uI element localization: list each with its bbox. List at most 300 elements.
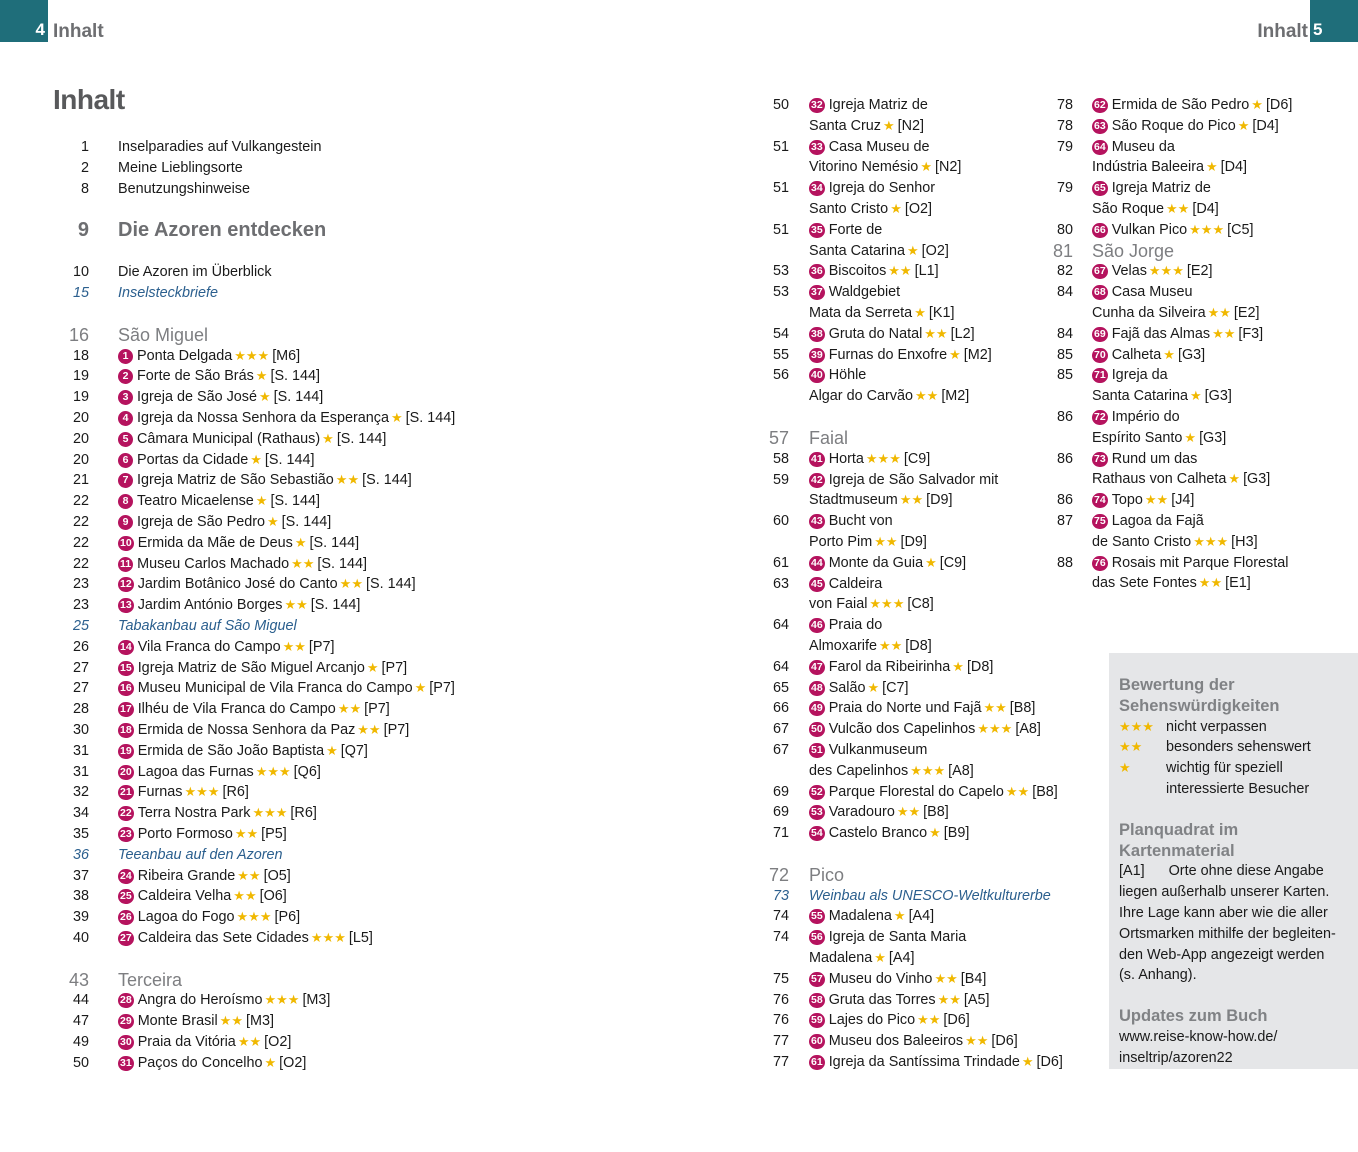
- page-number-left: 4: [35, 20, 45, 39]
- toc-poi-entry[interactable]: [48, 678, 698, 699]
- toc-poi-entry[interactable]: [748, 782, 1068, 803]
- poi-name: Salão: [828, 679, 866, 696]
- toc-poi-entry[interactable]: [1030, 365, 1330, 407]
- toc-entry-text: [118, 366, 698, 387]
- poi-number-badge: 73: [1094, 452, 1106, 465]
- toc-poi-entry[interactable]: [1030, 220, 1330, 241]
- toc-poi-entry[interactable]: [748, 470, 1068, 512]
- entry-line: [809, 636, 1068, 657]
- poi-name: Castelo Branco: [828, 825, 928, 842]
- poi-name: Teatro Micaelense: [137, 493, 254, 510]
- map-grid-ref: [O5]: [263, 867, 291, 884]
- toc-entry-text: Faial: [809, 427, 849, 448]
- poi-name: Igreja do Senhor: [828, 180, 936, 197]
- toc-entry-text: [809, 615, 1068, 657]
- toc-gap: [48, 949, 698, 970]
- toc-entry-text: [1092, 282, 1330, 324]
- map-grid-ref: [S. 144]: [310, 597, 361, 614]
- toc-poi-entry[interactable]: [748, 906, 1068, 927]
- toc-poi-entry[interactable]: [48, 824, 698, 845]
- poi-name: Rosais mit Parque Florestal: [1111, 554, 1289, 571]
- star-rating-icon: ★★: [1207, 304, 1231, 320]
- toc-entry-text: [118, 782, 698, 803]
- toc-entry[interactable]: [748, 886, 1068, 907]
- toc-entry-text: [118, 637, 698, 658]
- poi-number-badge: 21: [120, 786, 132, 799]
- entry-line: [118, 429, 698, 450]
- toc-page-number: 88: [1056, 554, 1073, 571]
- poi-name-cont: São Roque: [1092, 200, 1165, 217]
- toc-entry-text: [809, 678, 1068, 699]
- toc-entry[interactable]: [748, 428, 1068, 449]
- map-grid-ref: [S. 144]: [281, 513, 332, 530]
- map-grid-ref: [B8]: [1009, 700, 1036, 717]
- entry-line: [118, 658, 698, 679]
- toc-poi-entry[interactable]: [748, 137, 1068, 179]
- toc-column-2: [748, 95, 1068, 1073]
- toc-poi-entry[interactable]: [1030, 490, 1330, 511]
- toc-page-number: 58: [772, 450, 789, 467]
- poi-name: Lajes do Pico: [828, 1012, 916, 1029]
- poi-number-badge: 75: [1094, 514, 1106, 527]
- map-grid-ref: [S. 144]: [405, 409, 456, 426]
- poi-name: Igreja da Santíssima Trindade: [828, 1054, 1020, 1071]
- toc-poi-entry[interactable]: [48, 699, 698, 720]
- star-rating-icon: ★★★: [1189, 221, 1225, 237]
- toc-page-number: 64: [772, 658, 789, 675]
- toc-poi-entry[interactable]: [48, 1032, 698, 1053]
- toc-poi-entry[interactable]: [748, 678, 1068, 699]
- toc-poi-entry[interactable]: [48, 387, 698, 408]
- star-rating-icon: ★: [250, 451, 262, 467]
- toc-poi-entry[interactable]: [48, 408, 698, 429]
- poi-number-badge: 64: [1094, 140, 1106, 153]
- toc-page-number: 66: [772, 700, 789, 717]
- toc-entry-text: [809, 969, 1068, 990]
- page-title: Inhalt: [53, 84, 125, 115]
- toc-poi-entry[interactable]: [48, 990, 698, 1011]
- toc-poi-entry[interactable]: [748, 1031, 1068, 1052]
- star-rating-icon: ★★★: [310, 929, 346, 945]
- toc-page-number: 79: [1056, 180, 1073, 197]
- toc-poi-entry[interactable]: [1030, 95, 1330, 116]
- poi-number-badge: 16: [120, 682, 132, 695]
- poi-name: Furnas: [137, 784, 183, 801]
- entry-line: [809, 1052, 1068, 1073]
- toc-poi-entry[interactable]: [48, 782, 698, 803]
- poi-number-badge: 11: [120, 557, 132, 570]
- toc-page-number: 30: [72, 721, 89, 738]
- toc-poi-entry[interactable]: [48, 346, 698, 367]
- toc-entry-text: Benutzungshinweise: [118, 180, 251, 197]
- entry-line: [809, 823, 1068, 844]
- map-grid-ref: [A4]: [908, 908, 935, 925]
- toc-poi-entry[interactable]: [1030, 116, 1330, 137]
- poi-name: Lagoa da Fajã: [1111, 512, 1204, 529]
- poi-name: Vulkanmuseum: [828, 741, 928, 758]
- rating-legend-line: [1119, 758, 1348, 779]
- toc-poi-entry[interactable]: [1030, 261, 1330, 282]
- toc-poi-entry[interactable]: [748, 698, 1068, 719]
- toc-entry-text: [118, 720, 698, 741]
- poi-name-cont: Mata da Serreta: [809, 304, 913, 321]
- toc-poi-entry[interactable]: [748, 1010, 1068, 1031]
- poi-name-cont: Porto Pim: [809, 533, 873, 550]
- toc-poi-entry[interactable]: [1030, 178, 1330, 220]
- toc-page-number: 64: [772, 617, 789, 634]
- poi-number-badge: 48: [811, 681, 823, 694]
- grid-text-line: den Web-App angezeigt werden: [1119, 946, 1325, 963]
- toc-poi-entry[interactable]: [48, 450, 698, 471]
- poi-name: Vulcão dos Capelinhos: [828, 721, 976, 738]
- poi-number-badge: 38: [811, 327, 823, 340]
- map-grid-ref: [B8]: [923, 804, 949, 821]
- toc-poi-entry[interactable]: [748, 261, 1068, 282]
- toc-poi-entry[interactable]: [48, 720, 698, 741]
- toc-page-number: 31: [72, 763, 89, 780]
- map-grid-ref: [A4]: [888, 950, 915, 967]
- entry-line: [118, 1053, 698, 1074]
- entry-line: [1092, 282, 1330, 303]
- grid-heading: Planquadrat im Kartenmaterial: [1119, 820, 1239, 860]
- toc-page-number: 20: [72, 409, 89, 426]
- toc-page-number: 49: [72, 1034, 89, 1051]
- toc-poi-entry[interactable]: [48, 658, 698, 679]
- poi-name: Ermida de São Pedro: [1111, 97, 1250, 113]
- toc-poi-entry[interactable]: [48, 429, 698, 450]
- updates-url-line[interactable]: www.reise-know-how.de/: [1119, 1028, 1278, 1045]
- poi-name: Terra Nostra Park: [137, 805, 251, 822]
- toc-entry[interactable]: [48, 616, 698, 637]
- poi-name: Igreja da Nossa Senhora da Esperança: [137, 409, 389, 426]
- poi-name: Farol da Ribeirinha: [828, 658, 951, 675]
- toc-page-number: 50: [772, 97, 789, 113]
- toc-poi-entry[interactable]: [1030, 345, 1330, 366]
- poi-number-badge: 36: [811, 265, 823, 278]
- toc-page-number: 8: [80, 180, 89, 197]
- toc-entry-text: São Jorge: [1092, 240, 1175, 261]
- map-grid-ref: [D4]: [1252, 117, 1279, 134]
- toc-page-number: 47: [72, 1013, 89, 1030]
- star-rating-icon: ★: [893, 908, 906, 924]
- toc-poi-entry[interactable]: [1030, 282, 1330, 324]
- page-number-right: 5: [1313, 20, 1323, 39]
- toc-poi-entry[interactable]: [1030, 407, 1330, 449]
- poi-number-badge: 52: [811, 785, 823, 798]
- poi-name-cont: Rathaus von Calheta: [1092, 471, 1227, 488]
- toc-entry-text: [118, 803, 698, 824]
- toc-poi-entry[interactable]: [748, 615, 1068, 657]
- toc-poi-entry[interactable]: [48, 1011, 698, 1032]
- toc-page-number: 16: [68, 324, 89, 345]
- map-grid-ref: [C8]: [907, 596, 934, 613]
- star-rating-icon: ★: [1237, 117, 1250, 133]
- toc-entry[interactable]: [48, 158, 698, 179]
- poi-name: Furnas do Enxofre: [828, 346, 948, 363]
- star-rating-icon: ★★: [1166, 200, 1190, 216]
- star-rating-icon: ★★: [1212, 325, 1236, 341]
- star-rating-icon: ★: [925, 554, 937, 570]
- poi-number-badge: 54: [811, 827, 823, 840]
- toc-poi-entry[interactable]: [48, 741, 698, 762]
- star-rating-icon: ★: [1190, 388, 1202, 404]
- poi-number-badge: 30: [120, 1036, 132, 1049]
- poi-number-badge: 61: [811, 1056, 823, 1069]
- poi-number-badge: 25: [120, 890, 132, 903]
- entry-line: [1092, 157, 1330, 178]
- grid-text-line: liegen außerhalb unserer Karten.: [1119, 884, 1330, 901]
- toc-entry-text: [809, 927, 1068, 969]
- entry-line: [118, 928, 698, 949]
- toc-gap: [48, 241, 698, 262]
- toc-page-number: 20: [72, 430, 89, 447]
- entry-line: [809, 1031, 1068, 1052]
- poi-number-badge: 60: [811, 1035, 823, 1048]
- toc-entry[interactable]: [48, 970, 698, 991]
- toc-poi-entry[interactable]: [48, 470, 698, 491]
- map-grid-ref: [O6]: [259, 888, 287, 905]
- toc-poi-entry[interactable]: [748, 802, 1068, 823]
- map-grid-ref: [P7]: [381, 659, 408, 676]
- entry-line: [118, 720, 698, 741]
- poi-number-badge: 56: [811, 931, 823, 944]
- map-grid-ref: [G3]: [1204, 388, 1232, 405]
- toc-entry-text: [118, 824, 698, 845]
- toc-entry[interactable]: [48, 220, 698, 241]
- toc-poi-entry[interactable]: [48, 866, 698, 887]
- entry-line: [809, 657, 1068, 678]
- poi-name: Höhle: [828, 367, 867, 384]
- toc-entry-text: [1092, 116, 1330, 137]
- toc-entry[interactable]: [748, 865, 1068, 886]
- toc-page-number: 76: [772, 991, 789, 1008]
- poi-number-badge: 65: [1094, 182, 1106, 195]
- star-rating-icon: ★: [890, 200, 902, 216]
- map-grid-ref: [R6]: [222, 784, 249, 801]
- star-rating-icon: ★★★: [234, 347, 270, 363]
- star-rating-icon: ★★: [219, 1013, 243, 1029]
- toc-poi-entry[interactable]: [48, 928, 698, 949]
- toc-poi-entry[interactable]: [48, 491, 698, 512]
- toc-page-number: 22: [72, 493, 89, 510]
- toc-poi-entry[interactable]: [1030, 511, 1330, 553]
- star-rating-icon: ★: [322, 430, 334, 446]
- toc-entry-text: [1092, 324, 1330, 345]
- star-rating-icon: ★★★: [1148, 263, 1184, 279]
- toc-entry-text: [809, 782, 1068, 803]
- toc-poi-entry[interactable]: [48, 554, 698, 575]
- toc-poi-entry[interactable]: [748, 324, 1068, 345]
- toc-poi-entry[interactable]: [1030, 449, 1330, 491]
- toc-entry[interactable]: [1030, 241, 1330, 262]
- toc-poi-entry[interactable]: [48, 574, 698, 595]
- map-grid-ref: [M3]: [302, 992, 331, 1009]
- poi-number-badge: 12: [120, 578, 132, 591]
- poi-name: Monte da Guia: [828, 554, 924, 571]
- entry-line: [1092, 261, 1330, 282]
- rating-legend: [1119, 717, 1348, 800]
- poi-name: Fajã das Almas: [1111, 325, 1211, 342]
- running-head-right: Inhalt: [1257, 21, 1308, 42]
- toc-poi-entry[interactable]: [748, 969, 1068, 990]
- poi-name: Waldgebiet: [828, 284, 901, 301]
- toc-page-number: 40: [72, 929, 89, 946]
- updates-url-line[interactable]: inseltrip/azoren22: [1119, 1049, 1233, 1066]
- entry-line: [118, 762, 698, 783]
- star-rating-icon: ★★★: [184, 784, 220, 800]
- entry-line: [809, 969, 1068, 990]
- toc-entry-text: [809, 657, 1068, 678]
- toc-poi-entry[interactable]: [748, 657, 1068, 678]
- entry-line: [1092, 490, 1330, 511]
- toc-poi-entry[interactable]: [1030, 137, 1330, 179]
- poi-number-badge: 53: [811, 806, 823, 819]
- toc-poi-entry[interactable]: [748, 449, 1068, 470]
- toc-poi-entry[interactable]: [748, 823, 1068, 844]
- poi-number-badge: 68: [1094, 286, 1106, 299]
- map-grid-ref: [D4]: [1220, 159, 1248, 176]
- entry-line: [118, 637, 698, 658]
- map-grid-ref: [S. 144]: [264, 451, 315, 468]
- toc-poi-entry[interactable]: [748, 553, 1068, 574]
- star-rating-icon: ★: [1163, 346, 1175, 362]
- toc-poi-entry[interactable]: [748, 574, 1068, 616]
- toc-page-number: 19: [72, 368, 89, 385]
- toc-page-number: 9: [77, 219, 89, 242]
- entry-line: [118, 803, 698, 824]
- map-grid-ref: [G3]: [1243, 471, 1271, 488]
- toc-entry[interactable]: [48, 845, 698, 866]
- poi-name: Biscoitos: [828, 263, 887, 280]
- entry-line: [1092, 345, 1330, 366]
- toc-page-number: 27: [72, 680, 89, 697]
- toc-poi-entry[interactable]: [48, 533, 698, 554]
- entry-line: [118, 741, 698, 762]
- poi-number-badge: 66: [1094, 223, 1106, 236]
- entry-line: [118, 907, 698, 928]
- poi-name-cont: de Santo Cristo: [1092, 533, 1192, 550]
- toc-entry[interactable]: [48, 262, 698, 283]
- toc-entry[interactable]: [48, 325, 698, 346]
- toc-page-number: 37: [72, 867, 89, 884]
- toc-poi-entry[interactable]: [748, 220, 1068, 262]
- poi-name: Vila Franca do Campo: [137, 638, 281, 655]
- star-rating-icon: ★★: [934, 970, 958, 986]
- poi-number-badge: 40: [811, 369, 823, 382]
- toc-entry[interactable]: [48, 137, 698, 158]
- map-grid-ref: [E1]: [1225, 575, 1251, 592]
- entry-line: [809, 615, 1068, 636]
- entry-line: [1092, 386, 1330, 407]
- poi-number-badge: 39: [811, 348, 823, 361]
- poi-name: Casa Museu: [1111, 284, 1193, 301]
- poi-name: Velas: [1111, 263, 1147, 280]
- toc-poi-entry[interactable]: [48, 366, 698, 387]
- toc-poi-entry[interactable]: [48, 595, 698, 616]
- toc-page-number: 22: [72, 513, 89, 530]
- toc-entry-text: [809, 990, 1068, 1011]
- toc-page-number: 21: [72, 472, 89, 489]
- toc-poi-entry[interactable]: [748, 365, 1068, 407]
- toc-poi-entry[interactable]: [48, 803, 698, 824]
- toc-entry-text: [1092, 449, 1330, 491]
- entry-line: [1092, 324, 1330, 345]
- poi-number-badge: 58: [811, 993, 823, 1006]
- grid-explanation: [1119, 861, 1348, 986]
- toc-entry-text: [118, 346, 698, 367]
- toc-entry-text: [118, 907, 698, 928]
- toc-poi-entry[interactable]: [748, 282, 1068, 324]
- toc-poi-entry[interactable]: [1030, 324, 1330, 345]
- toc-page-number: 22: [72, 534, 89, 551]
- toc-poi-entry[interactable]: [748, 95, 1068, 137]
- poi-name: Parque Florestal do Capelo: [828, 783, 1004, 800]
- toc-poi-entry[interactable]: [748, 1052, 1068, 1073]
- poi-name-cont: Santo Cristo: [809, 200, 889, 217]
- entry-line: [809, 698, 1068, 719]
- toc-poi-entry[interactable]: [748, 740, 1068, 782]
- toc-poi-entry[interactable]: [1030, 553, 1330, 595]
- entry-line: [118, 574, 698, 595]
- toc-poi-entry[interactable]: [48, 1053, 698, 1074]
- poi-number-badge: 9: [118, 515, 133, 530]
- poi-number-badge: 47: [811, 660, 823, 673]
- toc-poi-entry[interactable]: [748, 178, 1068, 220]
- toc-page-number: 54: [772, 325, 789, 342]
- toc-poi-entry[interactable]: [748, 345, 1068, 366]
- poi-name-cont: Espírito Santo: [1092, 429, 1183, 446]
- poi-name: Praia do Norte und Fajã: [828, 700, 982, 717]
- grid-text-line: [A1] Orte ohne diese Angabe: [1119, 863, 1324, 880]
- toc-poi-entry[interactable]: [48, 637, 698, 658]
- toc-page-number: 23: [72, 576, 89, 593]
- toc-poi-entry[interactable]: [748, 927, 1068, 969]
- star-rating-icon: ★: [255, 368, 268, 384]
- map-grid-ref: [M2]: [963, 346, 992, 363]
- star-rating-icon: ★★: [888, 263, 912, 279]
- toc-entry[interactable]: [48, 283, 698, 304]
- entry-line: [1092, 407, 1330, 428]
- poi-number-badge: 72: [1094, 410, 1106, 423]
- star-rating-icon: ★: [255, 493, 268, 509]
- star-rating-icon: ★★: [282, 638, 306, 654]
- star-rating-icon: ★★: [284, 597, 308, 613]
- toc-poi-entry[interactable]: [48, 512, 698, 533]
- toc-poi-entry[interactable]: [48, 886, 698, 907]
- toc-poi-entry[interactable]: [48, 762, 698, 783]
- map-grid-ref: [M6]: [272, 347, 301, 364]
- toc-poi-entry[interactable]: [748, 719, 1068, 740]
- toc-entry-text: [1092, 407, 1330, 449]
- poi-name: Ilhéu de Vila Franca do Campo: [137, 701, 336, 718]
- toc-entry-text: [1092, 511, 1330, 553]
- star-rating-icon: ★: [326, 742, 338, 758]
- toc-poi-entry[interactable]: [748, 990, 1068, 1011]
- map-grid-ref: [F3]: [1238, 325, 1264, 342]
- toc-entry[interactable]: [48, 179, 698, 200]
- rating-heading: Bewertung der Sehenswürdigkeiten: [1119, 676, 1280, 715]
- toc-page-number: 23: [72, 597, 89, 614]
- star-rating-icon: ★: [907, 242, 919, 258]
- toc-page-number: 43: [68, 969, 89, 990]
- map-grid-ref: [P6]: [274, 909, 301, 926]
- toc-poi-entry[interactable]: [48, 907, 698, 928]
- poi-number-badge: 4: [118, 411, 133, 426]
- poi-number-badge: 3: [118, 390, 133, 405]
- toc-entry-text: [118, 470, 698, 491]
- toc-poi-entry[interactable]: [748, 511, 1068, 553]
- map-grid-ref: [D6]: [991, 1033, 1018, 1050]
